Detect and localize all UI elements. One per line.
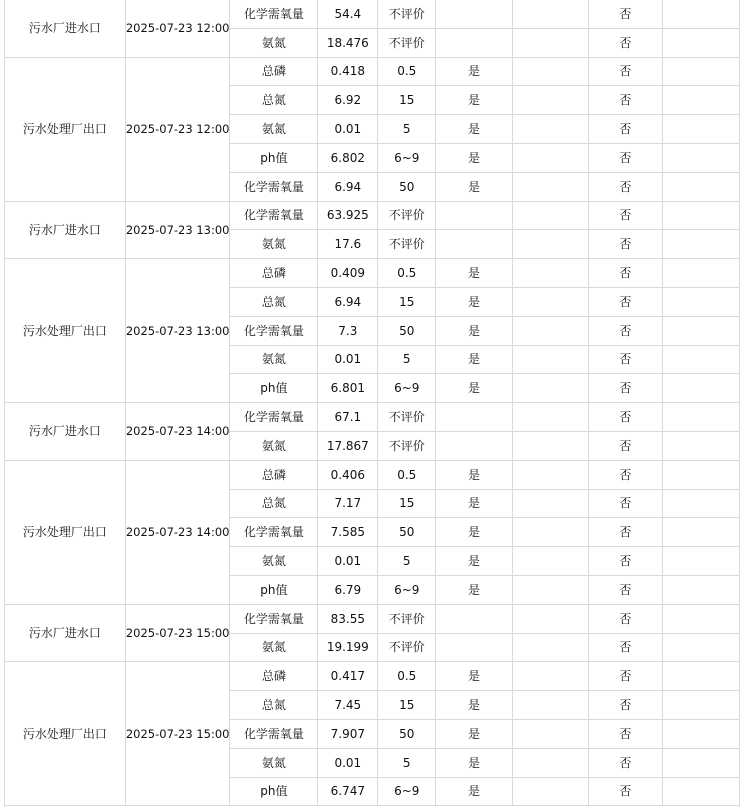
measured-value-cell: 63.925	[318, 201, 378, 230]
table-row	[5, 57, 740, 86]
standard-limit-cell: 50	[378, 316, 436, 345]
monitoring-site-cell: 污水处理厂出口	[5, 259, 126, 403]
empty-cell	[512, 86, 588, 115]
empty-cell	[663, 460, 740, 489]
standard-limit-cell: 15	[378, 86, 436, 115]
monitoring-time-cell: 2025-07-23 14:00	[125, 403, 230, 461]
meets-standard-cell	[436, 0, 513, 28]
pollutant-name-cell: 化学需氧量	[230, 604, 318, 633]
empty-cell	[663, 489, 740, 518]
measured-value-cell: 6.747	[318, 777, 378, 806]
empty-cell	[512, 172, 588, 201]
measured-value-cell: 0.417	[318, 662, 378, 691]
empty-cell	[512, 691, 588, 720]
standard-limit-cell: 0.5	[378, 662, 436, 691]
standard-limit-cell: 5	[378, 345, 436, 374]
empty-cell	[512, 230, 588, 259]
empty-cell	[663, 143, 740, 172]
exceeds-flag-cell: 否	[588, 633, 663, 662]
standard-limit-cell: 15	[378, 691, 436, 720]
exceeds-flag-cell: 否	[588, 57, 663, 86]
pollutant-name-cell: 化学需氧量	[230, 403, 318, 432]
monitoring-time-cell: 2025-07-23 15:00	[125, 604, 230, 662]
standard-limit-cell: 50	[378, 518, 436, 547]
empty-cell	[512, 115, 588, 144]
meets-standard-cell: 是	[436, 662, 513, 691]
pollutant-name-cell: 总氮	[230, 489, 318, 518]
monitoring-time-cell: 2025-07-23 14:00	[125, 460, 230, 604]
empty-cell	[512, 489, 588, 518]
exceeds-flag-cell: 否	[588, 201, 663, 230]
empty-cell	[663, 431, 740, 460]
standard-limit-cell: 50	[378, 719, 436, 748]
table-row	[5, 0, 740, 28]
empty-cell	[512, 431, 588, 460]
exceeds-flag-cell: 否	[588, 691, 663, 720]
empty-cell	[663, 748, 740, 777]
empty-cell	[512, 547, 588, 576]
monitoring-site-cell: 污水厂进水口	[5, 201, 126, 259]
standard-limit-cell: 不评价	[378, 28, 436, 57]
pollutant-name-cell: 化学需氧量	[230, 0, 318, 28]
pollutant-name-cell: 化学需氧量	[230, 518, 318, 547]
standard-limit-cell: 不评价	[378, 604, 436, 633]
pollutant-name-cell: 总磷	[230, 57, 318, 86]
standard-limit-cell: 不评价	[378, 230, 436, 259]
empty-cell	[663, 403, 740, 432]
exceeds-flag-cell: 否	[588, 345, 663, 374]
exceeds-flag-cell: 否	[588, 489, 663, 518]
standard-limit-cell: 5	[378, 547, 436, 576]
pollutant-name-cell: 氨氮	[230, 748, 318, 777]
measured-value-cell: 6.94	[318, 172, 378, 201]
pollutant-name-cell: 氨氮	[230, 547, 318, 576]
standard-limit-cell: 15	[378, 287, 436, 316]
exceeds-flag-cell: 否	[588, 662, 663, 691]
exceeds-flag-cell: 否	[588, 230, 663, 259]
monitoring-time-cell: 2025-07-23 13:00	[125, 201, 230, 259]
standard-limit-cell: 15	[378, 489, 436, 518]
exceeds-flag-cell: 否	[588, 374, 663, 403]
pollutant-name-cell: 氨氮	[230, 431, 318, 460]
empty-cell	[512, 259, 588, 288]
table-row	[5, 403, 740, 432]
exceeds-flag-cell: 否	[588, 604, 663, 633]
table-row	[5, 201, 740, 230]
exceeds-flag-cell: 否	[588, 143, 663, 172]
measured-value-cell: 7.17	[318, 489, 378, 518]
monitoring-site-cell: 污水厂进水口	[5, 0, 126, 57]
meets-standard-cell: 是	[436, 575, 513, 604]
meets-standard-cell	[436, 403, 513, 432]
measured-value-cell: 0.418	[318, 57, 378, 86]
meets-standard-cell: 是	[436, 143, 513, 172]
measured-value-cell: 7.907	[318, 719, 378, 748]
pollutant-name-cell: 氨氮	[230, 115, 318, 144]
exceeds-flag-cell: 否	[588, 86, 663, 115]
pollutant-name-cell: 化学需氧量	[230, 172, 318, 201]
measured-value-cell: 17.6	[318, 230, 378, 259]
empty-cell	[663, 0, 740, 28]
empty-cell	[512, 662, 588, 691]
measured-value-cell: 0.01	[318, 115, 378, 144]
standard-limit-cell: 不评价	[378, 0, 436, 28]
empty-cell	[512, 633, 588, 662]
measured-value-cell: 0.409	[318, 259, 378, 288]
measured-value-cell: 18.476	[318, 28, 378, 57]
pollutant-name-cell: 总氮	[230, 287, 318, 316]
standard-limit-cell: 5	[378, 748, 436, 777]
exceeds-flag-cell: 否	[588, 28, 663, 57]
empty-cell	[663, 287, 740, 316]
standard-limit-cell: 不评价	[378, 633, 436, 662]
measured-value-cell: 0.01	[318, 345, 378, 374]
empty-cell	[512, 143, 588, 172]
table-row	[5, 259, 740, 288]
table-body	[5, 0, 740, 806]
monitoring-data-table	[4, 0, 740, 806]
pollutant-name-cell: 总磷	[230, 662, 318, 691]
meets-standard-cell: 是	[436, 518, 513, 547]
monitoring-site-cell: 污水厂进水口	[5, 403, 126, 461]
meets-standard-cell: 是	[436, 719, 513, 748]
empty-cell	[663, 547, 740, 576]
exceeds-flag-cell: 否	[588, 115, 663, 144]
measured-value-cell: 6.92	[318, 86, 378, 115]
pollutant-name-cell: ph值	[230, 374, 318, 403]
empty-cell	[663, 230, 740, 259]
meets-standard-cell	[436, 431, 513, 460]
pollutant-name-cell: 化学需氧量	[230, 719, 318, 748]
meets-standard-cell: 是	[436, 460, 513, 489]
empty-cell	[663, 719, 740, 748]
standard-limit-cell: 6~9	[378, 374, 436, 403]
monitoring-time-cell: 2025-07-23 15:00	[125, 662, 230, 806]
table-row	[5, 662, 740, 691]
meets-standard-cell: 是	[436, 86, 513, 115]
pollutant-name-cell: 氨氮	[230, 28, 318, 57]
empty-cell	[512, 316, 588, 345]
empty-cell	[663, 604, 740, 633]
pollutant-name-cell: 总氮	[230, 86, 318, 115]
empty-cell	[512, 374, 588, 403]
pollutant-name-cell: 总磷	[230, 259, 318, 288]
meets-standard-cell	[436, 201, 513, 230]
measured-value-cell: 17.867	[318, 431, 378, 460]
empty-cell	[663, 28, 740, 57]
standard-limit-cell: 不评价	[378, 403, 436, 432]
empty-cell	[663, 86, 740, 115]
measured-value-cell: 6.801	[318, 374, 378, 403]
exceeds-flag-cell: 否	[588, 259, 663, 288]
empty-cell	[663, 316, 740, 345]
empty-cell	[663, 345, 740, 374]
standard-limit-cell: 不评价	[378, 431, 436, 460]
standard-limit-cell: 不评价	[378, 201, 436, 230]
empty-cell	[663, 259, 740, 288]
measured-value-cell: 83.55	[318, 604, 378, 633]
pollutant-name-cell: ph值	[230, 143, 318, 172]
empty-cell	[512, 719, 588, 748]
standard-limit-cell: 6~9	[378, 575, 436, 604]
empty-cell	[512, 57, 588, 86]
monitoring-site-cell: 污水处理厂出口	[5, 57, 126, 201]
empty-cell	[663, 518, 740, 547]
meets-standard-cell: 是	[436, 748, 513, 777]
pollutant-name-cell: 氨氮	[230, 633, 318, 662]
empty-cell	[512, 777, 588, 806]
exceeds-flag-cell: 否	[588, 518, 663, 547]
empty-cell	[512, 201, 588, 230]
empty-cell	[512, 287, 588, 316]
exceeds-flag-cell: 否	[588, 460, 663, 489]
meets-standard-cell: 是	[436, 691, 513, 720]
empty-cell	[512, 345, 588, 374]
pollutant-name-cell: 总氮	[230, 691, 318, 720]
empty-cell	[663, 57, 740, 86]
measured-value-cell: 7.585	[318, 518, 378, 547]
meets-standard-cell: 是	[436, 777, 513, 806]
monitoring-time-cell: 2025-07-23 12:00	[125, 57, 230, 201]
meets-standard-cell: 是	[436, 57, 513, 86]
measured-value-cell: 0.406	[318, 460, 378, 489]
exceeds-flag-cell: 否	[588, 0, 663, 28]
meets-standard-cell: 是	[436, 316, 513, 345]
exceeds-flag-cell: 否	[588, 172, 663, 201]
empty-cell	[663, 201, 740, 230]
table-row	[5, 604, 740, 633]
pollutant-name-cell: 氨氮	[230, 230, 318, 259]
monitoring-site-cell: 污水处理厂出口	[5, 662, 126, 806]
meets-standard-cell	[436, 28, 513, 57]
standard-limit-cell: 0.5	[378, 57, 436, 86]
measured-value-cell: 67.1	[318, 403, 378, 432]
empty-cell	[663, 575, 740, 604]
monitoring-site-cell: 污水处理厂出口	[5, 460, 126, 604]
measured-value-cell: 7.3	[318, 316, 378, 345]
pollutant-name-cell: ph值	[230, 575, 318, 604]
meets-standard-cell: 是	[436, 115, 513, 144]
standard-limit-cell: 6~9	[378, 777, 436, 806]
exceeds-flag-cell: 否	[588, 748, 663, 777]
measured-value-cell: 6.94	[318, 287, 378, 316]
meets-standard-cell	[436, 230, 513, 259]
meets-standard-cell	[436, 633, 513, 662]
pollutant-name-cell: 氨氮	[230, 345, 318, 374]
empty-cell	[663, 374, 740, 403]
empty-cell	[663, 172, 740, 201]
measured-value-cell: 7.45	[318, 691, 378, 720]
measured-value-cell: 54.4	[318, 0, 378, 28]
empty-cell	[512, 748, 588, 777]
standard-limit-cell: 0.5	[378, 460, 436, 489]
exceeds-flag-cell: 否	[588, 719, 663, 748]
empty-cell	[512, 460, 588, 489]
meets-standard-cell: 是	[436, 345, 513, 374]
measured-value-cell: 6.802	[318, 143, 378, 172]
empty-cell	[512, 28, 588, 57]
empty-cell	[663, 115, 740, 144]
empty-cell	[663, 633, 740, 662]
pollutant-name-cell: 总磷	[230, 460, 318, 489]
pollutant-name-cell: 化学需氧量	[230, 316, 318, 345]
monitoring-time-cell: 2025-07-23 13:00	[125, 259, 230, 403]
meets-standard-cell: 是	[436, 489, 513, 518]
monitoring-site-cell: 污水厂进水口	[5, 604, 126, 662]
empty-cell	[512, 0, 588, 28]
meets-standard-cell: 是	[436, 287, 513, 316]
meets-standard-cell: 是	[436, 374, 513, 403]
empty-cell	[663, 777, 740, 806]
table-row	[5, 460, 740, 489]
pollutant-name-cell: ph值	[230, 777, 318, 806]
empty-cell	[512, 518, 588, 547]
exceeds-flag-cell: 否	[588, 777, 663, 806]
exceeds-flag-cell: 否	[588, 287, 663, 316]
meets-standard-cell: 是	[436, 259, 513, 288]
measured-value-cell: 0.01	[318, 748, 378, 777]
meets-standard-cell	[436, 604, 513, 633]
measured-value-cell: 6.79	[318, 575, 378, 604]
monitoring-time-cell: 2025-07-23 12:00	[125, 0, 230, 57]
meets-standard-cell: 是	[436, 547, 513, 576]
exceeds-flag-cell: 否	[588, 316, 663, 345]
pollutant-name-cell: 化学需氧量	[230, 201, 318, 230]
exceeds-flag-cell: 否	[588, 403, 663, 432]
empty-cell	[663, 662, 740, 691]
empty-cell	[512, 575, 588, 604]
measured-value-cell: 19.199	[318, 633, 378, 662]
empty-cell	[512, 403, 588, 432]
meets-standard-cell: 是	[436, 172, 513, 201]
standard-limit-cell: 50	[378, 172, 436, 201]
standard-limit-cell: 6~9	[378, 143, 436, 172]
exceeds-flag-cell: 否	[588, 547, 663, 576]
standard-limit-cell: 0.5	[378, 259, 436, 288]
measured-value-cell: 0.01	[318, 547, 378, 576]
standard-limit-cell: 5	[378, 115, 436, 144]
empty-cell	[512, 604, 588, 633]
exceeds-flag-cell: 否	[588, 431, 663, 460]
exceeds-flag-cell: 否	[588, 575, 663, 604]
empty-cell	[663, 691, 740, 720]
